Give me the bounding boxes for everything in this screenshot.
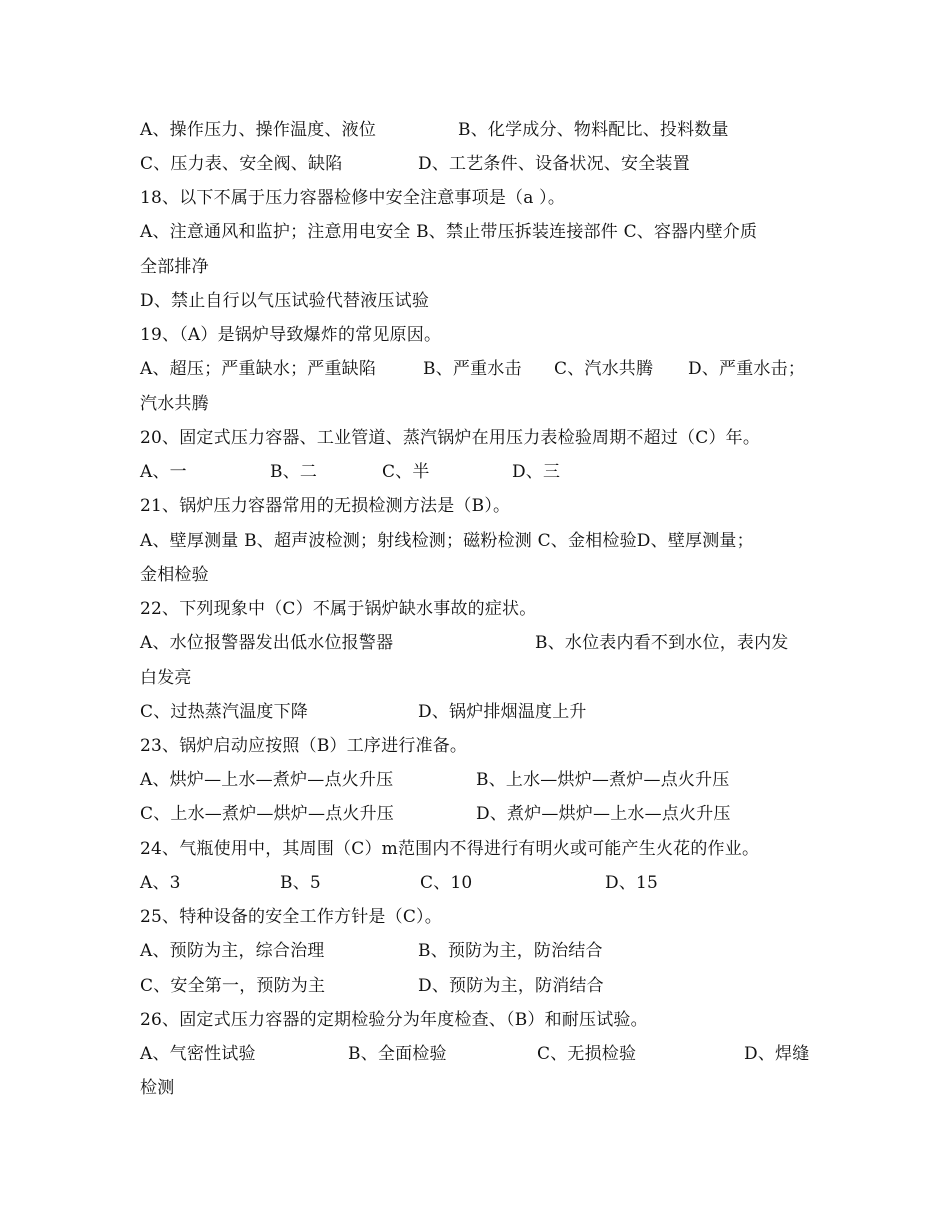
option-a: A、气密性试验 — [140, 1044, 256, 1064]
option-a: A、水位报警器发出低水位报警器 — [140, 633, 394, 653]
option-a: A、操作压力、操作温度、液位 — [140, 120, 377, 140]
option-c: C、压力表、安全阀、缺陷 — [140, 154, 343, 174]
question-18: 18、以下不属于压力容器检修中安全注意事项是（a ）。 — [140, 188, 566, 208]
option-a: A、烘炉—上水—煮炉—点火升压 — [140, 770, 394, 790]
option-b: B、5 — [280, 873, 321, 893]
question-25: 25、特种设备的安全工作方针是（C）。 — [140, 907, 442, 927]
option-a: A、3 — [140, 873, 181, 893]
answer-text-continued: 检测 — [140, 1078, 175, 1098]
question-24: 24、气瓶使用中，其周围（C）m范围内不得进行有明火或可能产生火花的作业。 — [140, 839, 760, 859]
option-c: C、无损检验 — [537, 1044, 637, 1064]
answer-text-continued: 白发亮 — [140, 668, 192, 688]
option-d: D、锅炉排烟温度上升 — [418, 702, 587, 722]
answer-text: A、注意通风和监护；注意用电安全 B、禁止带压拆装连接部件 C、容器内壁介质 — [140, 222, 758, 242]
option-c: C、10 — [420, 873, 473, 893]
option-b: B、全面检验 — [348, 1044, 447, 1064]
option-d: D、焊缝 — [744, 1044, 810, 1064]
option-d: D、预防为主，防消结合 — [418, 976, 604, 996]
option-a: A、预防为主，综合治理 — [140, 941, 325, 961]
option-line — [140, 1043, 810, 1175]
option-b: B、水位表内看不到水位，表内发 — [535, 633, 789, 653]
option-d: D、煮炉—烘炉—上水—点火升压 — [476, 804, 731, 824]
option-a: A、一 — [140, 462, 187, 482]
option-d: D、严重水击； — [688, 359, 806, 379]
question-26: 26、固定式压力容器的定期检验分为年度检查、（B）和耐压试验。 — [140, 1010, 648, 1030]
question-20: 20、固定式压力容器、工业管道、蒸汽锅炉在用压力表检验周期不超过（C）年。 — [140, 428, 761, 448]
answer-text-continued: 金相检验 — [140, 565, 209, 585]
option-b: B、二 — [270, 462, 318, 482]
question-23: 23、锅炉启动应按照（B）工序进行准备。 — [140, 736, 468, 756]
option-b: B、严重水击 — [423, 359, 522, 379]
option-c: C、过热蒸汽温度下降 — [140, 702, 309, 722]
option-a: A、超压；严重缺水；严重缺陷 — [140, 359, 377, 379]
answer-text: A、壁厚测量 B、超声波检测；射线检测；磁粉检测 C、金相检验D、壁厚测量； — [140, 531, 754, 551]
option-d: D、15 — [605, 873, 659, 893]
option-c: C、汽水共腾 — [554, 359, 654, 379]
option-b: B、预防为主，防治结合 — [418, 941, 603, 961]
answer-text-continued: 全部排净 — [140, 257, 209, 277]
option-c: C、半 — [382, 462, 430, 482]
question-22: 22、下列现象中（C）不属于锅炉缺水事故的症状。 — [140, 599, 537, 619]
option-c: C、上水—煮炉—烘炉—点火升压 — [140, 804, 395, 824]
question-19: 19、（A）是锅炉导致爆炸的常见原因。 — [140, 325, 442, 345]
option-c: C、安全第一，预防为主 — [140, 976, 326, 996]
option-b: B、上水—烘炉—煮炉—点火升压 — [476, 770, 730, 790]
option-d: D、三 — [512, 462, 561, 482]
option-b: B、化学成分、物料配比、投料数量 — [458, 120, 729, 140]
question-21: 21、锅炉压力容器常用的无损检测方法是（B）。 — [140, 496, 511, 516]
answer-text-continued: 汽水共腾 — [140, 394, 209, 414]
option-d: D、工艺条件、设备状况、安全装置 — [418, 154, 690, 174]
answer-text: D、禁止自行以气压试验代替液压试验 — [140, 291, 430, 311]
